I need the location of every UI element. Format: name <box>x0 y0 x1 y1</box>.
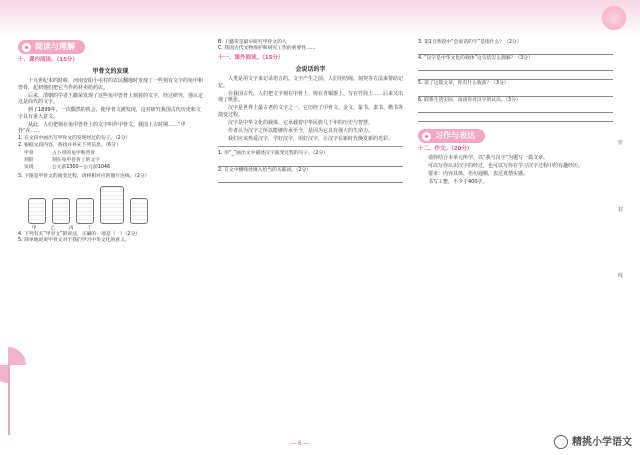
right-column <box>418 40 613 187</box>
table-value: 刻在龟甲兽骨上的文字 <box>52 158 100 164</box>
table-key: 甲骨 <box>24 150 34 156</box>
prompt-paragraph: 书写工整，不少于400字。 <box>428 179 488 186</box>
figure-image <box>76 198 94 224</box>
illustration-figures <box>28 184 203 224</box>
question: 2. 根据文段内容，查找并补充下列信息。（6分） <box>18 142 121 148</box>
answer-line[interactable] <box>418 72 613 80</box>
answer-line[interactable] <box>218 175 403 183</box>
figure-label: 乙 <box>50 225 55 231</box>
passage-paragraph: 后来，清朝的学者王懿荣发现了这些龟甲兽骨上刻着的文字，经过研究，他认定这是商代的文字。 <box>18 92 204 106</box>
figure-label: 甲 <box>32 225 37 231</box>
question: 5. 读了这篇文章，你有什么收获？（3分） <box>418 81 509 87</box>
answer-line[interactable] <box>418 89 613 97</box>
passage-paragraph: 人类是用文字来记录语言的。文字产生之前，人们用结绳、刻契等方法来帮助记忆。 <box>218 76 404 89</box>
answer-line[interactable] <box>418 105 613 113</box>
passage-paragraph: 汉字是世界上最古老的文字之一，它历经了甲骨文、金文、篆书、隶书、楷书等演变过程。 <box>218 105 404 118</box>
flower-icon <box>422 132 431 141</box>
wechat-icon <box>554 435 568 449</box>
question-heading: 十二、作文。（20分） <box>418 146 473 153</box>
passage-paragraph: 十九世纪末的时候，河南安阳小屯村的农民翻地时发现了一些刻有文字的龟甲和兽骨，起初他们把它当作药材卖给药店。 <box>18 78 204 91</box>
watermark <box>554 435 632 449</box>
table-key: 刻辞 <box>24 158 34 164</box>
passage-paragraph: 作者认为汉字之所以能够传承至今，是因为它具有强大的生命力。 <box>228 127 374 134</box>
section-header-reading <box>18 40 85 54</box>
windmill-decoration-icon <box>8 365 10 435</box>
table-value: 占卜用的龟甲和兽骨 <box>52 150 96 156</box>
question-heading: 十、课内阅读。（15分） <box>18 57 78 64</box>
table-value: 公元前1300—公元前1046 <box>52 165 110 171</box>
question: 3. 下图是甲骨文的演变过程，请将相对应的图片连线。（2分） <box>18 173 150 179</box>
figure-label: 丙 <box>69 225 74 231</box>
page-number: — 6 — <box>290 440 310 447</box>
section-title: 阅读与理解 <box>35 42 75 51</box>
option-line: B. 王懿荣是最早研究甲骨文的人 <box>218 40 287 45</box>
answer-line[interactable] <box>418 114 613 122</box>
question: 5. 简单地说说甲骨文对于我们学习中华文化的意义。 <box>18 237 130 243</box>
header-band <box>0 0 640 36</box>
question: 3. 第1自然段中“会说话的字”是指什么？（2分） <box>418 40 522 45</box>
question: 4. 下列有关“甲骨文”的说法，正确的一项是（ ）（2分） <box>18 231 141 237</box>
question-heading: 十一、课外阅读。（15分） <box>218 55 284 62</box>
question: 1. 用“_”画出文中描述汉字演变过程的句子。（2分） <box>218 151 329 157</box>
info-table <box>24 151 203 172</box>
divider <box>218 146 403 147</box>
passage-paragraph: 在我国古代，人们把文字刻在甲骨上、铸在青铜器上、写在竹简上……后来又出现了纸张。 <box>218 90 404 104</box>
binding-margin-labels <box>618 140 628 340</box>
flower-icon <box>22 43 31 52</box>
question: 2. 在文中横线处填入恰当的关联词。（2分） <box>218 167 312 173</box>
figure-image <box>130 198 148 224</box>
prompt-paragraph: 可以写你认识汉字的经过，也可以写你在学习汉字过程中的有趣经历。 <box>428 163 584 170</box>
section-title: 习作与表达 <box>435 130 475 140</box>
table-row <box>24 151 203 157</box>
middle-column <box>218 40 403 184</box>
margin-label: 密 <box>618 140 624 146</box>
passage-paragraph: 到了1899年，一次偶然的机会，使甲骨文被发现，这对研究我国古代历史和文字具有重大意义。 <box>18 107 201 120</box>
composition-prompt <box>418 155 613 186</box>
left-column <box>18 40 203 244</box>
question: 6. 联系生活实际，谈谈你对汉字的认识。（3分） <box>418 97 521 103</box>
passage-title: 会说话的字 <box>295 65 326 73</box>
prompt-paragraph: 请你结合本单元所学，以“我与汉字”为题写一篇文章。 <box>428 155 549 162</box>
table-key: 发现 <box>24 165 34 171</box>
answer-line[interactable] <box>218 159 403 167</box>
sun-decoration-icon <box>600 4 628 32</box>
table-row <box>24 165 203 171</box>
figure-image <box>28 198 46 224</box>
section-header-writing <box>418 129 485 143</box>
margin-label: 线 <box>618 273 624 279</box>
passage-title: 甲骨文的发现 <box>92 67 129 75</box>
passage-paragraph: 我们应该热爱汉字，学好汉字，用好汉字，让汉字在新时代焕发新的光彩。 <box>228 135 394 142</box>
passage-paragraph: 汉字是中华文化的载体，它承载着中华民族几千年的历史与智慧。 <box>228 119 374 126</box>
figure-image <box>52 198 70 224</box>
answer-line[interactable] <box>418 63 613 71</box>
question: 4. “汉字是中华文化的载体”这句话怎么理解？（3分） <box>418 56 533 62</box>
option-line: C. 我国古代文物保护和研究工作的重要性…… <box>218 46 316 52</box>
passage-paragraph: 从此，人们把刻在龟甲兽骨上的文字叫作甲骨文。我国上古时期……“甲骨”在…… <box>18 121 186 135</box>
watermark-text: 精挑小学语文 <box>572 436 632 448</box>
answer-line[interactable] <box>418 47 613 55</box>
prompt-paragraph: 要求：内容具体，语句通顺，表达真情实感。 <box>428 171 529 178</box>
figure-label: 丁 <box>87 225 92 231</box>
table-row <box>24 158 203 164</box>
question: 1. 在文段中画出写甲骨文的发现经过的句子。（2分） <box>18 136 131 142</box>
margin-label: 封 <box>618 206 624 213</box>
figure-image <box>100 186 124 224</box>
